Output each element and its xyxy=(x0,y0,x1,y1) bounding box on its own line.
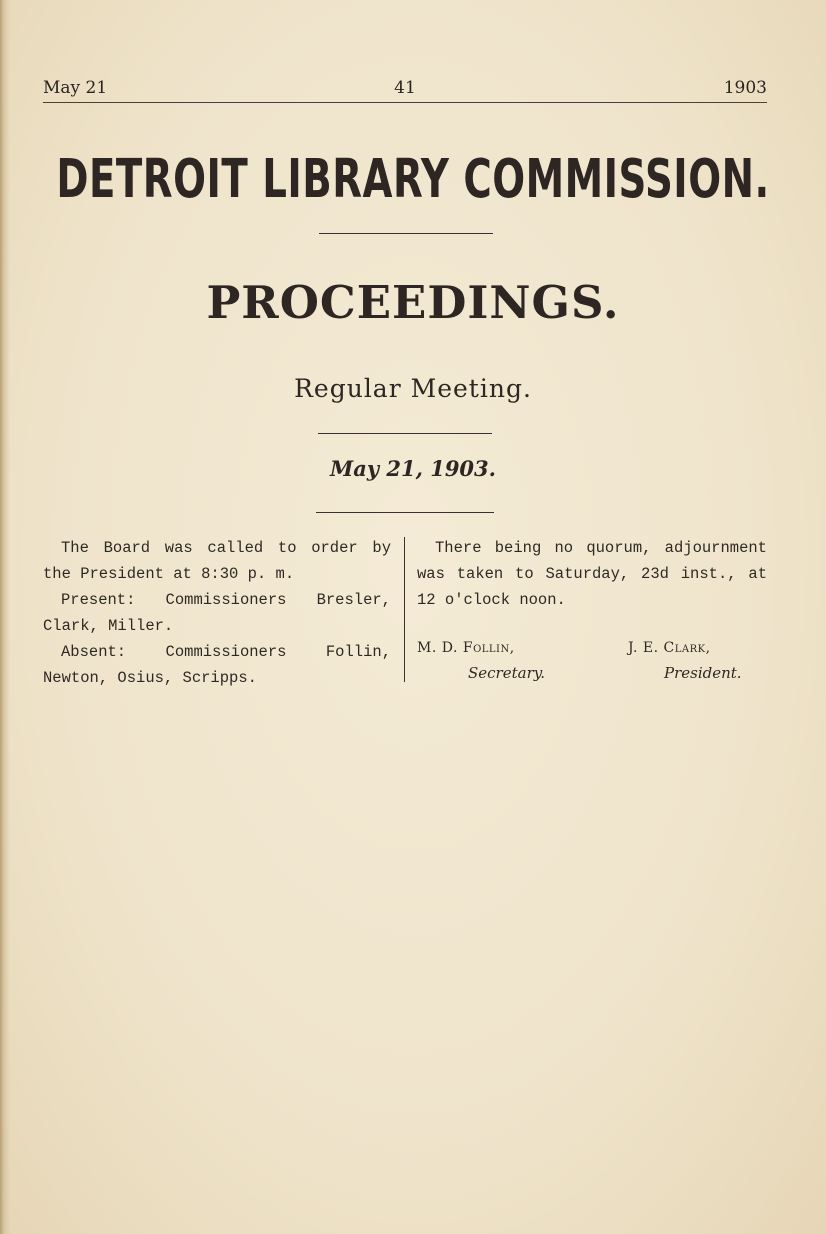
secretary-name: M. D. Follin, xyxy=(417,640,515,656)
secretary-title: Secretary. xyxy=(468,664,545,682)
call-to-order-paragraph: The Board was called to order by the President at 8:30 p. m. xyxy=(43,539,391,583)
page-number: 41 xyxy=(394,78,416,98)
absent-paragraph: Absent: Commissioners Follin, Newton, Osius, Scripps. xyxy=(43,643,391,687)
section-heading: PROCEEDINGS. xyxy=(206,276,620,329)
president-title: President. xyxy=(664,664,742,682)
present-paragraph: Present: Commissioners Bresler, Clark, Miller. xyxy=(43,591,391,635)
president-name: J. E. Clark, xyxy=(628,640,711,656)
column-divider xyxy=(404,537,405,682)
meeting-date: May 21, 1903. xyxy=(330,456,496,481)
running-head-date: May 21 xyxy=(43,78,108,98)
document-title: DETROIT LIBRARY COMMISSION. xyxy=(56,148,770,211)
meeting-type: Regular Meeting. xyxy=(294,374,532,403)
right-column xyxy=(417,535,767,613)
left-column xyxy=(43,535,391,691)
running-head-year: 1903 xyxy=(723,78,767,98)
divider-rule xyxy=(319,233,493,234)
divider-rule xyxy=(318,433,492,434)
divider-rule xyxy=(316,512,494,513)
running-head xyxy=(43,78,767,103)
adjournment-paragraph: There being no quorum, adjournment was taken to Saturday, 23d inst., at 12 o'clock noon. xyxy=(417,539,767,609)
